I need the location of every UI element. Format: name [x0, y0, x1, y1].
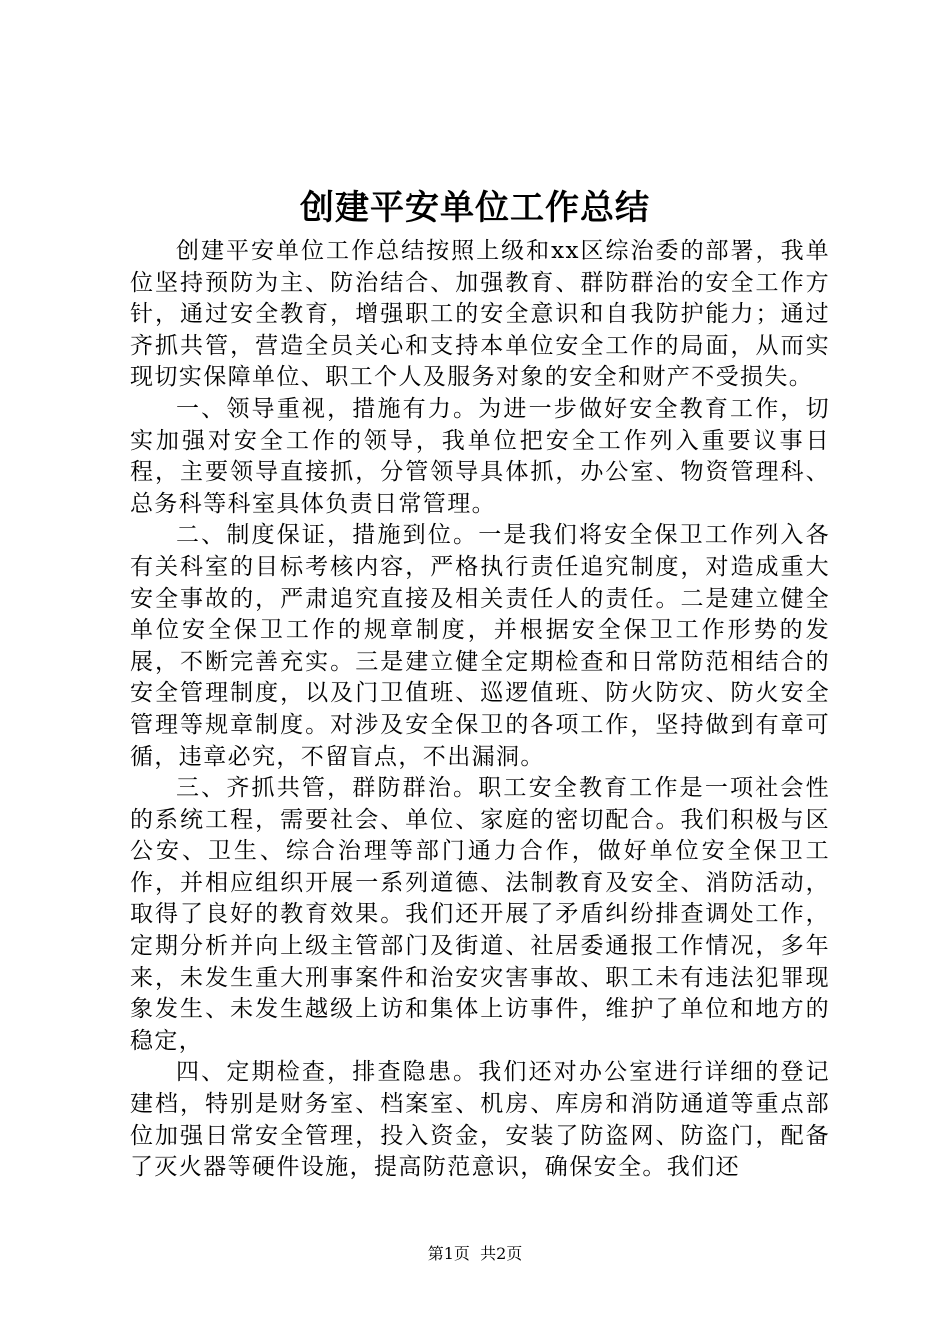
document-title: 创建平安单位工作总结 — [300, 188, 650, 228]
paragraph-section-3: 三、齐抓共管，群防群治。职工安全教育工作是一项社会性的系统工程，需要社会、单位、家庭的密切配合。我们积极与区公安、卫生、综合治理等部门通力合作，做好单位安全保卫工作，并相应组织开展一系列道德、法制教育及安全、消防活动，取得了良好的教育效果。我们还开展了矛盾纠纷排查调处工作，定期分析并向上级主管部门及街道、社居委通报工作情况，多年来，未发生重大刑事案件和治安灾害事故、职工未有违法犯罪现象发生、未发生越级上访和集体上访事件，维护了单位和地方的稳定， — [130, 775, 830, 1054]
paragraph-intro: 创建平安单位工作总结按照上级和xx区综治委的部署，我单位坚持预防为主、防治结合、加强教育、群防群治的安全工作方针，通过安全教育，增强职工的安全意识和自我防护能力；通过齐抓共管，营造全员关心和支持本单位安全工作的局面，从而实现切实保障单位、职工个人及服务对象的安全和财产不受损失。 — [130, 238, 830, 391]
document-body — [130, 236, 830, 1184]
page-footer: 第1页 共2页 — [427, 1244, 523, 1263]
paragraph-section-4: 四、定期检查，排查隐患。我们还对办公室进行详细的登记建档，特别是财务室、档案室、机房、库房和消防通道等重点部位加强日常安全管理，投入资金，安装了防盗网、防盗门，配备了灭火器等硬件设施，提高防范意识，确保安全。我们还 — [130, 1059, 830, 1181]
paragraph-section-1: 一、领导重视，措施有力。为进一步做好安全教育工作，切实加强对安全工作的领导，我单位把安全工作列入重要议事日程，主要领导直接抓，分管领导具体抓，办公室、物资管理科、总务科等科室具体负责日常管理。 — [130, 395, 830, 517]
paragraph-section-2: 二、制度保证，措施到位。一是我们将安全保卫工作列入各有关科室的目标考核内容，严格执行责任追究制度，对造成重大安全事故的，严肃追究直接及相关责任人的责任。二是建立健全单位安全保卫工作的规章制度，并根据安全保卫工作形势的发展，不断完善充实。三是建立健全定期检查和日常防范相结合的安全管理制度，以及门卫值班、巡逻值班、防火防灾、防火安全管理等规章制度。对涉及安全保卫的各项工作，坚持做到有章可循，违章必究，不留盲点，不出漏洞。 — [130, 522, 830, 770]
